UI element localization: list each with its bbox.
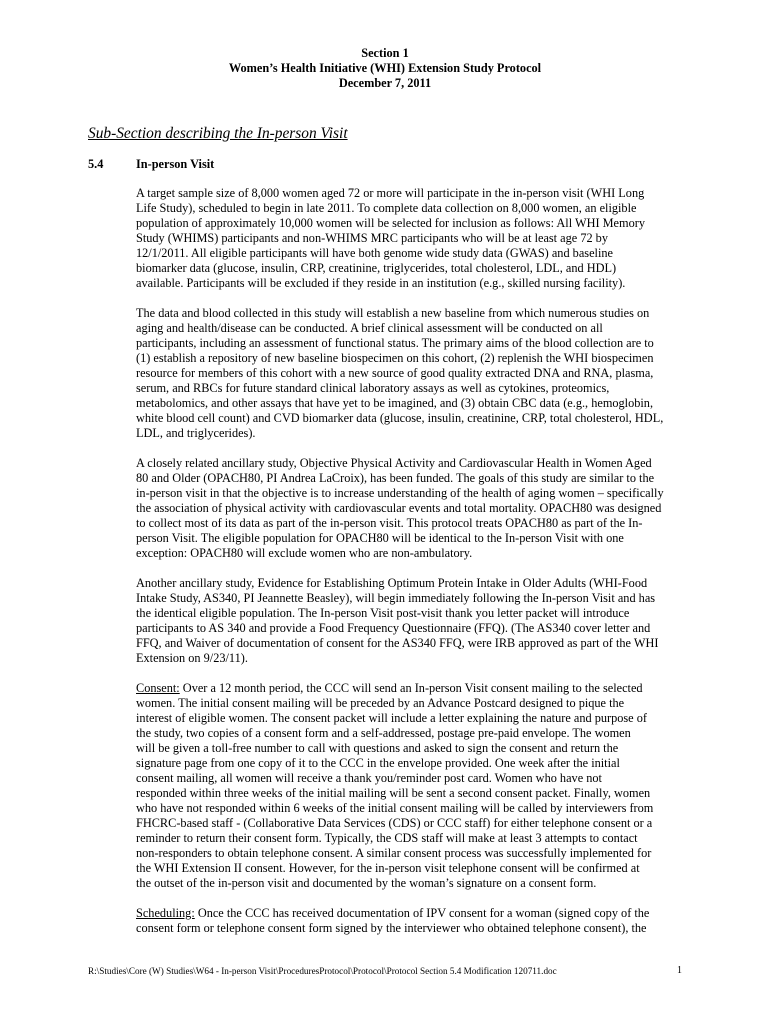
section-title: In-person Visit xyxy=(136,157,215,171)
paragraph-sample-size xyxy=(136,186,688,291)
text-line: interest of eligible women. The consent packet will include a letter explaining the nature and purpose of xyxy=(136,711,647,725)
footer-file-path: R:\Studies\Core (W) Studies\W64 - In-person Visit\ProceduresProtocol\Protocol\Protocol Section 5.4 Modification 120711.doc xyxy=(88,966,557,976)
text-line: biomarker data (glucose, insulin, CRP, creatinine, triglycerides, total cholesterol, LDL, and HDL) xyxy=(136,261,617,275)
text-line: A target sample size of 8,000 women aged 72 or more will participate in the in-person visit (WHI Long xyxy=(136,186,645,200)
section-heading xyxy=(88,157,214,172)
text-line: will be given a toll-free number to call with questions and asked to sign the consent and return the xyxy=(136,741,619,755)
scheduling-first-text: Once the CCC has received documentation of IPV consent for a woman (signed copy of the xyxy=(194,906,650,920)
text-line: FHCRC-based staff - (Collaborative Data Services (CDS) or CCC staff) for either telephone consent or a xyxy=(136,816,653,830)
text-line: 80 and Older (OPACH80, PI Andrea LaCroix), has been funded. The goals of this study are similar to the xyxy=(136,471,655,485)
text-line: reminder to return their consent form. Typically, the CDS staff will make at least 3 attempts to contact xyxy=(136,831,638,845)
paragraph-data-blood xyxy=(136,306,688,441)
consent-first-text: Over a 12 month period, the CCC will send an In-person Visit consent mailing to the selected xyxy=(179,681,643,695)
text-line: Extension on 9/23/11). xyxy=(136,651,248,665)
text-line: consent form or telephone consent form signed by the interviewer who obtained telephone consent), the xyxy=(136,921,647,935)
paragraph-food-intake xyxy=(136,576,688,666)
text-line: signature page from one copy of it to the CCC in the envelope provided. One week after the initial xyxy=(136,756,620,770)
paragraph-consent xyxy=(136,681,688,891)
text-line: Another ancillary study, Evidence for Establishing Optimum Protein Intake in Older Adults (WHI-Food xyxy=(136,576,648,590)
text-line: in-person visit in that the objective is to increase understanding of the health of aging women – specifically xyxy=(136,486,664,500)
document-header xyxy=(0,46,770,91)
scheduling-first-line xyxy=(136,906,688,921)
text-line: non-responders to obtain telephone consent. A similar consent process was successfully implemented for xyxy=(136,846,652,860)
text-line: responded within three weeks of the initial mailing will be sent a second consent packet. Finally, women xyxy=(136,786,651,800)
text-line: 12/1/2011. All eligible participants will have both genome wide study data (GWAS) and baseline xyxy=(136,246,613,260)
header-section: Section 1 xyxy=(361,46,409,60)
scheduling-rest xyxy=(136,921,688,936)
section-number: 5.4 xyxy=(88,157,104,171)
consent-rest xyxy=(136,696,688,891)
text-line: participants to AS 340 and provide a Food Frequency Questionnaire (FFQ). (The AS340 cover letter and xyxy=(136,621,651,635)
page-number: 1 xyxy=(677,965,682,976)
text-line: metabolomics, and other assays that have yet to be imagined, and (3) obtain CBC data (e.g., hemoglobin, xyxy=(136,396,654,410)
text-line: FFQ, and Waiver of documentation of consent for the AS340 FFQ, were IRB approved as part of the WHI xyxy=(136,636,659,650)
text-line: the outset of the in-person visit and documented by the woman’s signature on a consent form. xyxy=(136,876,597,890)
text-line: aging and health/disease can be conducted. A brief clinical assessment will be conducted on all xyxy=(136,321,603,335)
consent-label: Consent: xyxy=(136,681,180,695)
paragraph-scheduling xyxy=(136,906,688,936)
text-line: white blood cell count) and CVD biomarker data (glucose, insulin, creatinine, CRP, total cholesterol, HDL, xyxy=(136,411,664,425)
header-title: Women’s Health Initiative (WHI) Extension Study Protocol xyxy=(228,61,542,75)
text-line: women. The initial consent mailing will be preceded by an Advance Postcard designed to pique the xyxy=(136,696,625,710)
text-line: exception: OPACH80 will exclude women who are non-ambulatory. xyxy=(136,546,473,560)
text-line: LDL, and triglycerides). xyxy=(136,426,256,440)
text-line: participants, including an assessment of functional status. The primary aims of the blood collection are to xyxy=(136,336,654,350)
text-line: the study, two copies of a consent form and a self-addressed, postage pre-paid envelope. The women xyxy=(136,726,631,740)
paragraph-opach80 xyxy=(136,456,688,561)
text-line: population of approximately 10,000 women will be selected for inclusion as follows: All WHI Memory xyxy=(136,216,645,230)
text-line: who have not responded within 6 weeks of the initial consent mailing will be called by interviewers from xyxy=(136,801,654,815)
text-line: Study (WHIMS) participants and non-WHIMS MRC participants who will be at least age 72 by xyxy=(136,231,608,245)
text-line: Intake Study, AS340, PI Jeannette Beasley), will begin immediately following the In-person Visit and has xyxy=(136,591,656,605)
text-line: the association of physical activity with cardiovascular events and total mortality. OPACH80 was designed xyxy=(136,501,662,515)
document-body xyxy=(136,186,688,951)
scheduling-label: Scheduling: xyxy=(136,906,195,920)
subsection-title: Sub-Section describing the In-person Visit xyxy=(88,125,348,142)
text-line: Life Study), scheduled to begin in late 2011. To complete data collection on 8,000 women, an eligible xyxy=(136,201,637,215)
text-line: to collect most of its data as part of the in-person visit. This protocol treats OPACH80 as part of the In- xyxy=(136,516,643,530)
text-line: the identical eligible population. The In-person Visit post-visit thank you letter packet will introduce xyxy=(136,606,630,620)
document-footer xyxy=(88,965,682,977)
text-line: available. Participants will be excluded if they reside in an institution (e.g., skilled nursing facility). xyxy=(136,276,626,290)
text-line: person Visit. The eligible population for OPACH80 will be identical to the In-person Visit with one xyxy=(136,531,624,545)
text-line: resource for members of this cohort with a new source of good quality extracted DNA and RNA, plasma, xyxy=(136,366,654,380)
text-line: (1) establish a repository of new baseline biospecimen on this cohort, (2) replenish the WHI biospecimen xyxy=(136,351,654,365)
consent-first-line xyxy=(136,681,688,696)
header-date: December 7, 2011 xyxy=(338,76,432,90)
text-line: A closely related ancillary study, Objective Physical Activity and Cardiovascular Health in Women Aged xyxy=(136,456,652,470)
text-line: the WHI Extension II consent. However, for the in-person visit telephone consent will be confirmed at xyxy=(136,861,640,875)
text-line: consent mailing, all women will receive a thank you/reminder post card. Women who have not xyxy=(136,771,602,785)
text-line: The data and blood collected in this study will establish a new baseline from which numerous studies on xyxy=(136,306,650,320)
text-line: serum, and RBCs for future standard clinical laboratory assays as well as cytokines, proteomics, xyxy=(136,381,610,395)
